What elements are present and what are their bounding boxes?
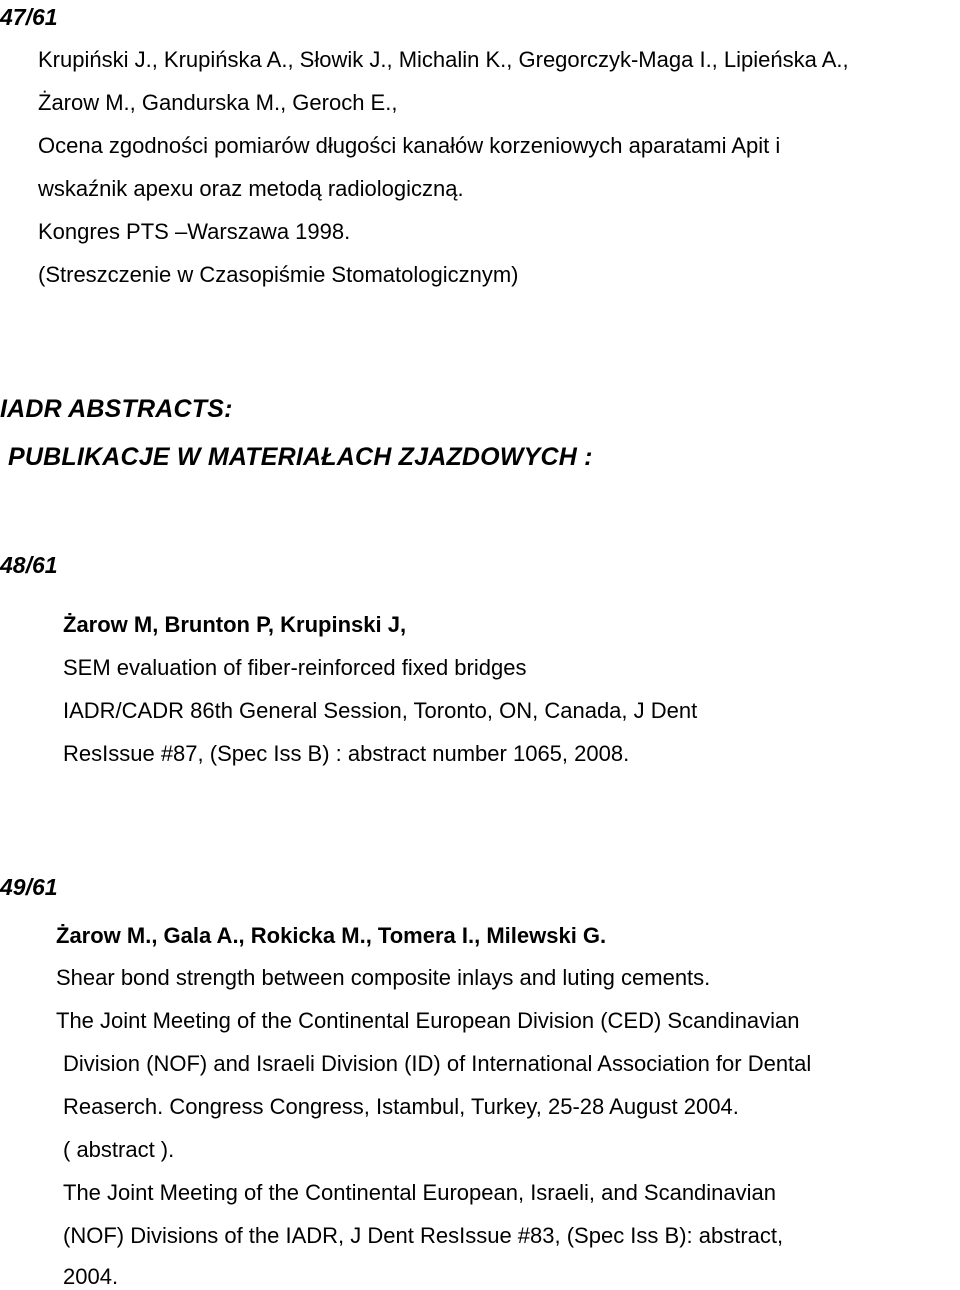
section-title: IADR ABSTRACTS: — [0, 395, 233, 423]
entry-number: 48/61 — [0, 552, 58, 578]
entry-title: Shear bond strength between composite inlays and luting cements. — [56, 965, 711, 990]
entry-title: SEM evaluation of fiber-reinforced fixed bridges — [63, 655, 527, 680]
entry-venue: IADR/CADR 86th General Session, Toronto, ON, Canada, J Dent — [63, 698, 698, 723]
entry-authors: Żarow M, Brunton P, Krupinski J, — [63, 612, 407, 637]
entry-venue: 2004. — [63, 1264, 119, 1289]
entry-number: 47/61 — [0, 4, 58, 30]
entry-authors: Żarow M., Gala A., Rokicka M., Tomera I., Milewski G. — [56, 923, 607, 948]
entry-authors: Krupiński J., Krupińska A., Słowik J., Michalin K., Gregorczyk-Maga I., Lipieńska A., — [38, 47, 849, 72]
entry-note: ( abstract ). — [63, 1137, 175, 1162]
entry-venue: Kongres PTS –Warszawa 1998. — [38, 219, 351, 244]
entry-title: Ocena zgodności pomiarów długości kanałów korzeniowych aparatami Apit i — [38, 133, 781, 158]
entry-number: 49/61 — [0, 874, 58, 900]
entry-note: (Streszczenie w Czasopiśmie Stomatologicznym) — [38, 262, 519, 287]
entry-venue: Division (NOF) and Israeli Division (ID) of International Association for Dental — [63, 1051, 812, 1076]
section-subtitle: PUBLIKACJE W MATERIAŁACH ZJAZDOWYCH : — [8, 443, 593, 471]
entry-venue: The Joint Meeting of the Continental European Division (CED) Scandinavian — [56, 1008, 800, 1033]
entry-venue: The Joint Meeting of the Continental European, Israeli, and Scandinavian — [63, 1180, 777, 1205]
entry-venue: ResIssue #87, (Spec Iss B) : abstract number 1065, 2008. — [63, 741, 630, 766]
entry-authors: Żarow M., Gandurska M., Geroch E., — [38, 90, 398, 115]
entry-venue: Reaserch. Congress Congress, Istambul, Turkey, 25-28 August 2004. — [63, 1094, 739, 1119]
entry-title: wskaźnik apexu oraz metodą radiologiczną. — [38, 176, 464, 201]
entry-venue: (NOF) Divisions of the IADR, J Dent ResIssue #83, (Spec Iss B): abstract, — [63, 1223, 784, 1248]
